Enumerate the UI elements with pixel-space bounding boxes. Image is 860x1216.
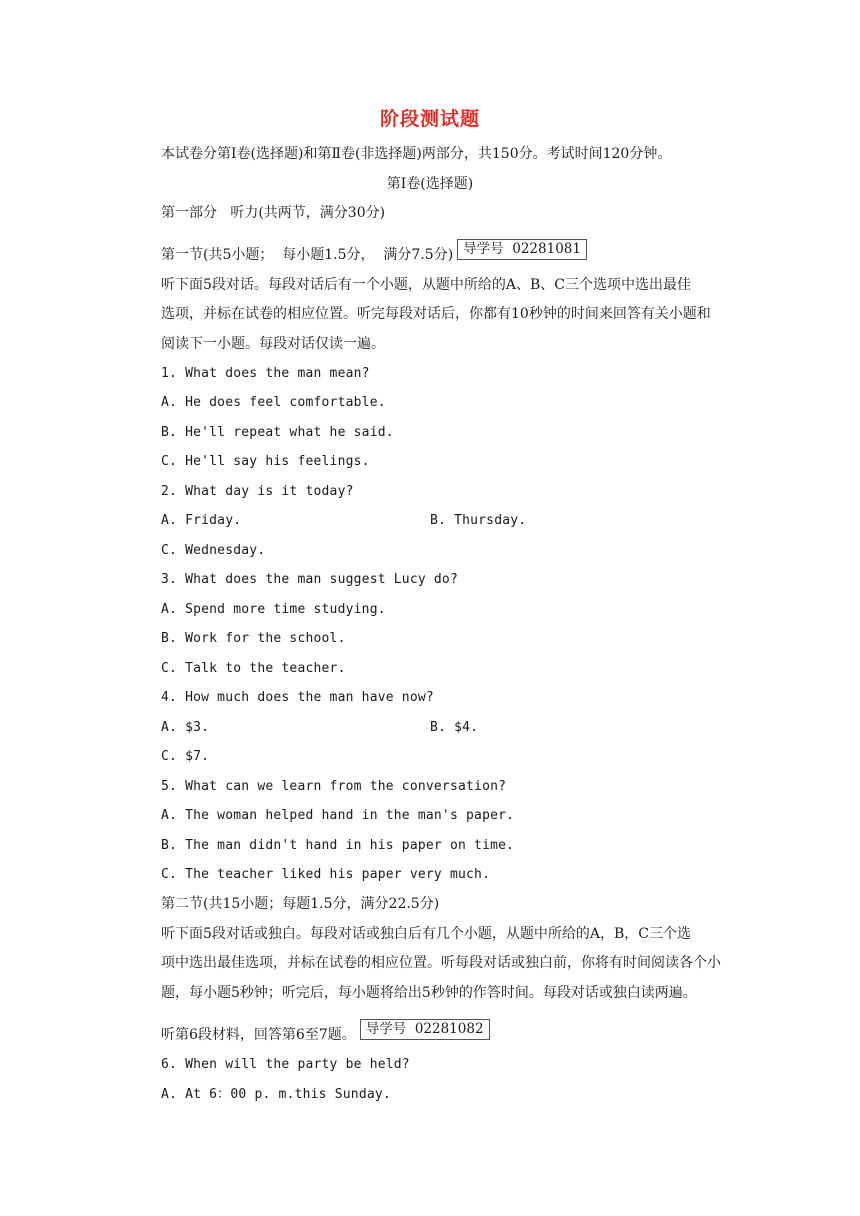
section1-instruction-line: 听下面5段对话。每段对话后有一个小题，从题中所给的A、B、C三个选项中选出最佳 bbox=[161, 277, 692, 293]
option: A. The woman helped hand in the man's paper. bbox=[161, 808, 515, 823]
option: C. Wednesday. bbox=[161, 543, 266, 558]
option: B. Work for the school. bbox=[161, 631, 346, 646]
question-stem: 4. How much does the man have now? bbox=[161, 690, 434, 705]
option: A. He does feel comfortable. bbox=[161, 395, 386, 410]
option: A. $3. bbox=[161, 720, 210, 735]
section2-heading: 第二节(共15小题；每题1.5分，满分22.5分) bbox=[161, 896, 440, 912]
question-stem: 5. What can we learn from the conversation? bbox=[161, 779, 507, 794]
part1-heading: 第一部分 听力(共两节，满分30分) bbox=[161, 205, 386, 221]
option: C. Talk to the teacher. bbox=[161, 661, 346, 676]
section2-instruction-line: 题，每小题5秒钟；听完后，每小题将给出5秒钟的作答时间。每段对话或独白读两遍。 bbox=[161, 985, 697, 1001]
exam-intro: 本试卷分第Ⅰ卷(选择题)和第Ⅱ卷(非选择题)两部分，共150分。考试时间120分钟。 bbox=[161, 146, 672, 162]
section1-instruction-line: 选项，并标在试卷的相应位置。听完每段对话后，你都有10秒钟的时间来回答有关小题和 bbox=[161, 306, 711, 322]
section1-heading-row bbox=[161, 241, 587, 266]
volume1-heading: 第Ⅰ卷(选择题) bbox=[386, 176, 474, 192]
question-stem: 6. When will the party be held? bbox=[161, 1057, 410, 1072]
question-stem: 2. What day is it today? bbox=[161, 484, 354, 499]
section1-instruction-line: 阅读下一小题。每段对话仅读一遍。 bbox=[161, 336, 385, 352]
option: A. At 6：00 p. m.this Sunday. bbox=[161, 1087, 391, 1102]
section1-heading: 第一节(共5小题； 每小题1.5分， 满分7.5分) bbox=[161, 247, 454, 263]
option: C. The teacher liked his paper very much. bbox=[161, 867, 491, 882]
question-stem: 1. What does the man mean? bbox=[161, 366, 370, 381]
option: A. Spend more time studying. bbox=[161, 602, 386, 617]
option: B. He'll repeat what he said. bbox=[161, 425, 394, 440]
section1-guide-number-tag: 导学号 02281081 bbox=[457, 239, 587, 260]
option: A. Friday. bbox=[161, 513, 242, 528]
material6-row bbox=[161, 1021, 490, 1046]
option: B. Thursday. bbox=[430, 513, 527, 528]
option: C. He'll say his feelings. bbox=[161, 454, 370, 469]
option: B. $4. bbox=[430, 720, 479, 735]
section2-guide-number-tag: 导学号 02281082 bbox=[360, 1019, 490, 1040]
exam-title: 阶段测试题 bbox=[379, 108, 480, 130]
section2-instruction-line: 项中选出最佳选项，并标在试卷的相应位置。听每段对话或独白前，你将有时间阅读各个小 bbox=[161, 955, 721, 971]
option: B. The man didn't hand in his paper on time. bbox=[161, 838, 515, 853]
option: C. $7. bbox=[161, 749, 210, 764]
material6-instruction: 听第6段材料，回答第6至7题。 bbox=[161, 1027, 356, 1043]
section2-instruction-line: 听下面5段对话或独白。每段对话或独白后有几个小题，从题中所给的A，B，C三个选 bbox=[161, 926, 692, 942]
question-stem: 3. What does the man suggest Lucy do? bbox=[161, 572, 458, 587]
